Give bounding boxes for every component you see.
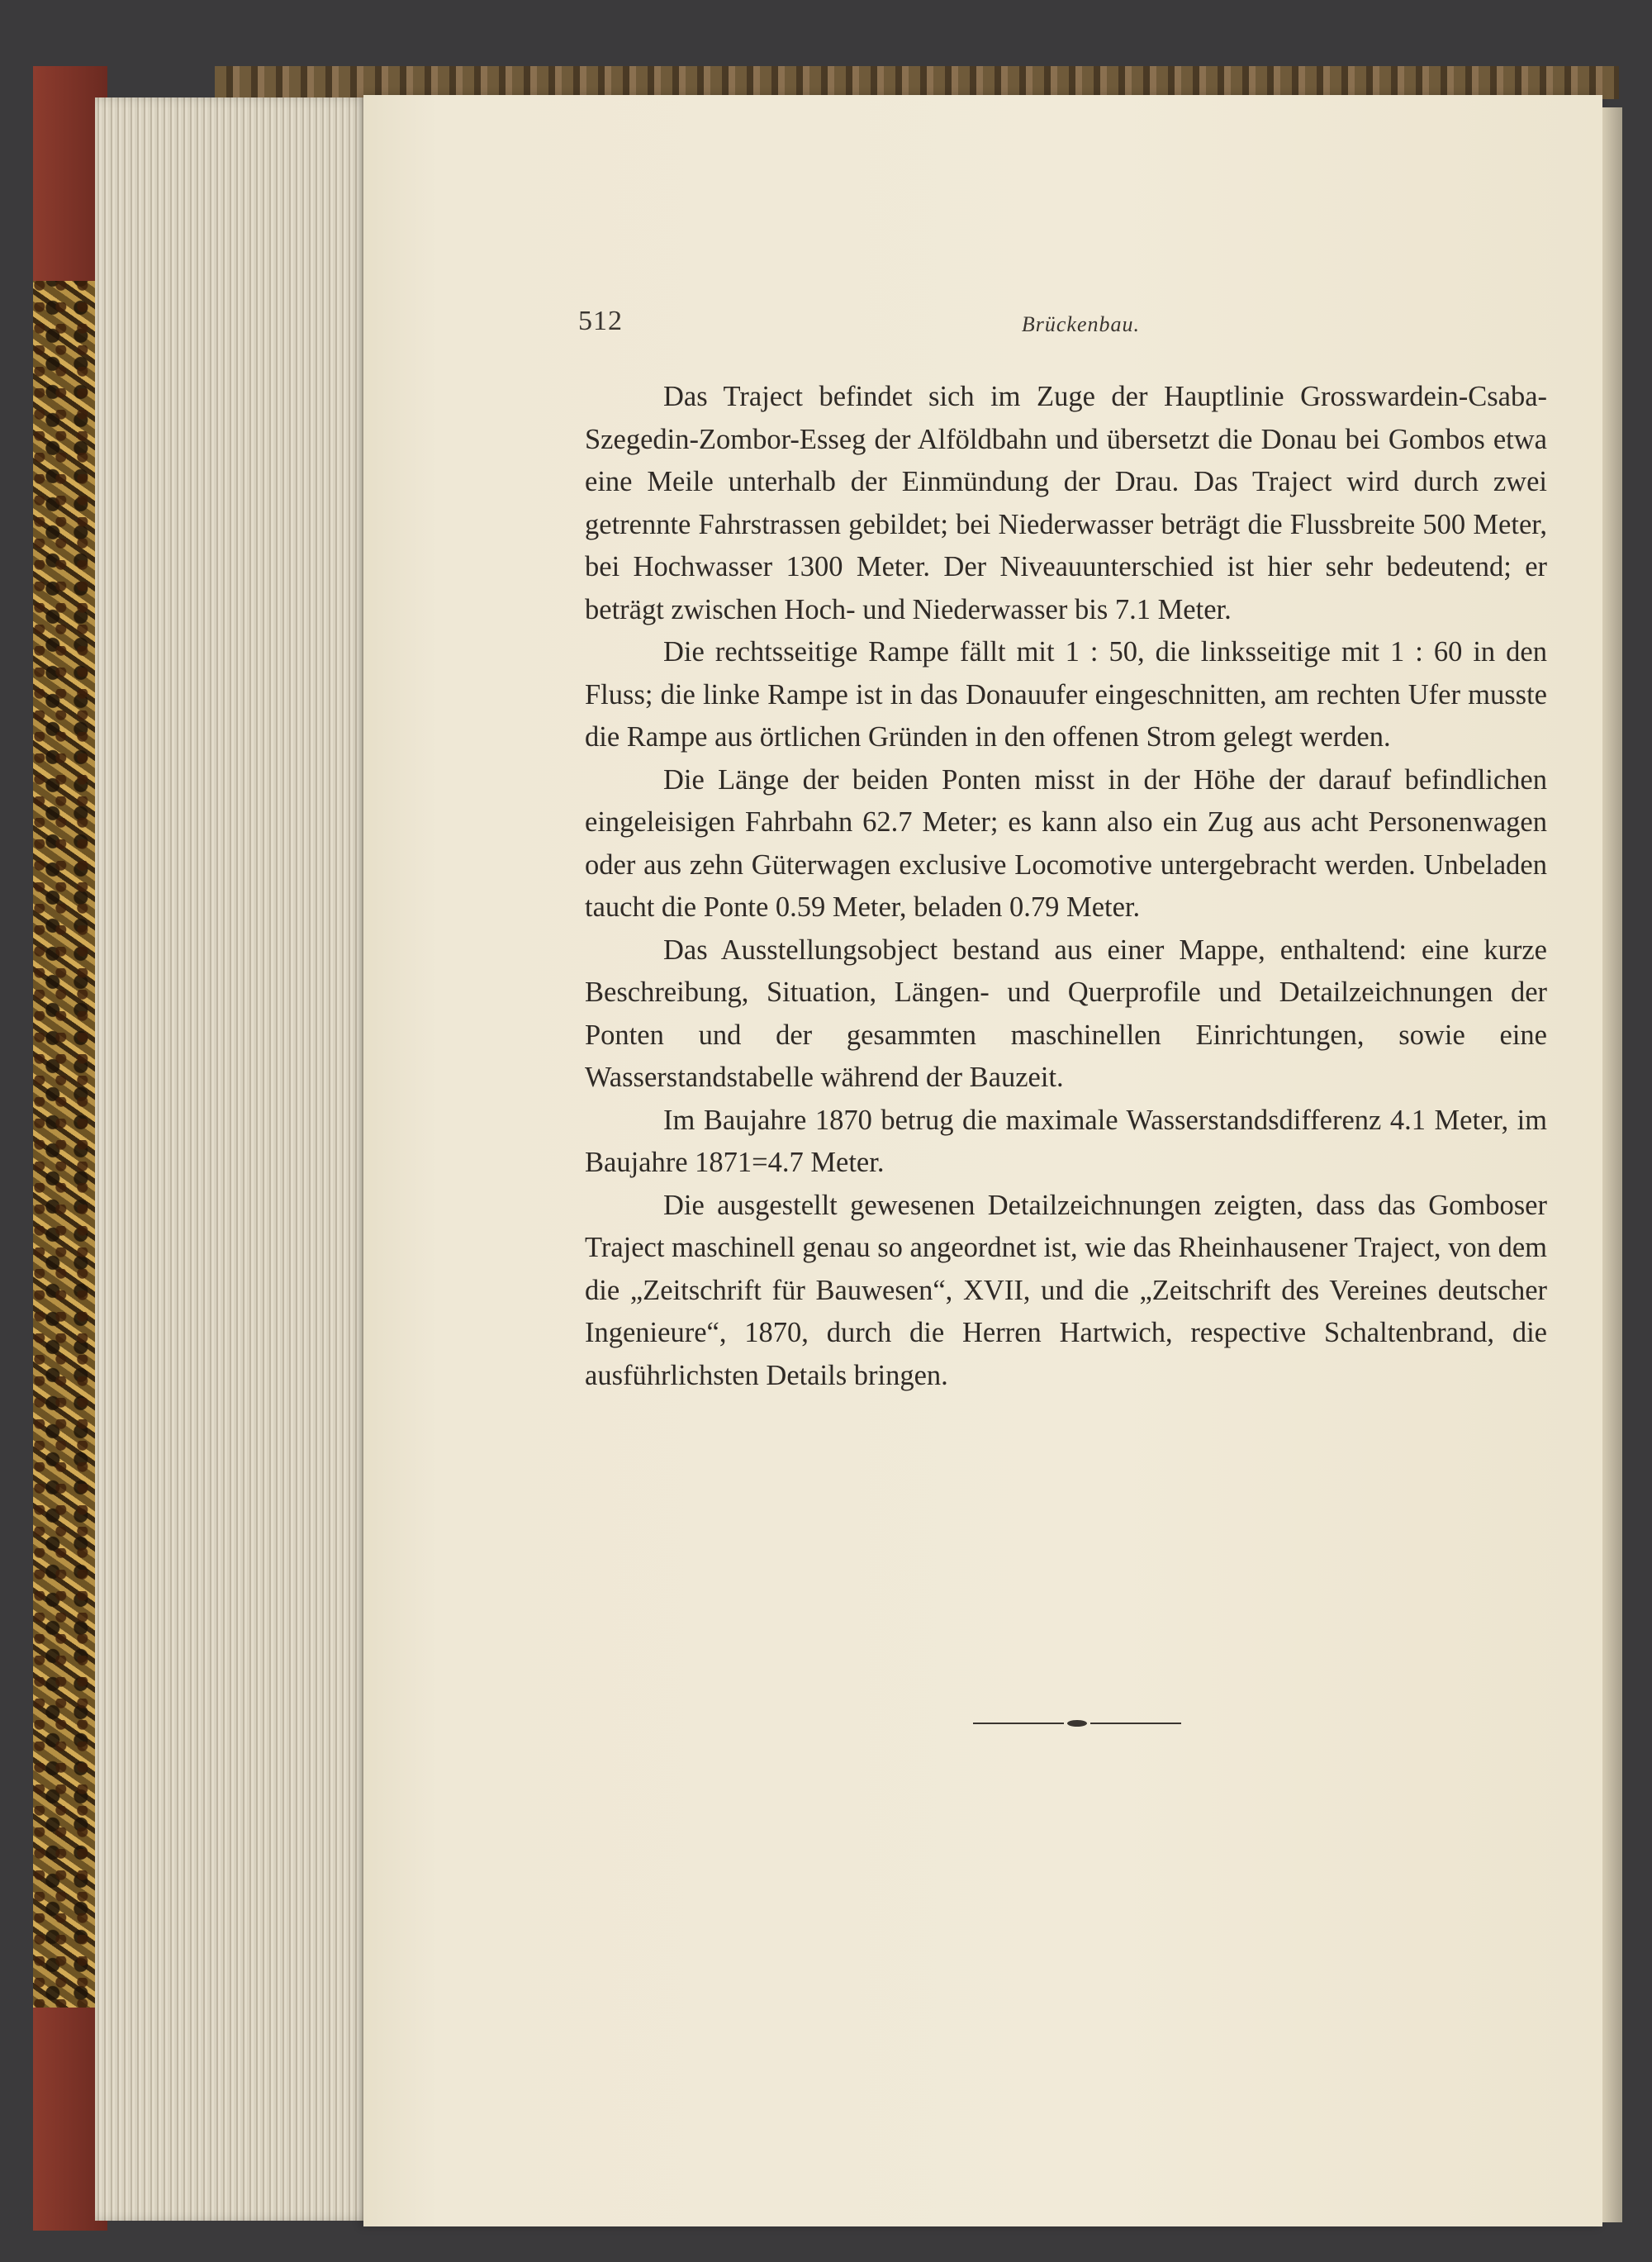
paragraph-ausstellungsobject: Das Ausstellungsobject bestand aus einer Mappe, enthaltend: eine kurze Beschreibung, Situation, Längen- und Querprofile und Detailzeichnungen der Ponten und der gesammten maschinellen Einrichtungen, sowie eine Wasserstandstabelle während der Bauzeit. [585, 934, 1547, 1093]
page-gutter-edge [1602, 107, 1622, 2222]
paragraph-rampe: Die rechtsseitige Rampe fällt mit 1 : 50, die linksseitige mit 1 : 60 in den Fluss; die linke Rampe ist in das Donauufer eingeschnitten, am rechten Ufer musste die Rampe aus örtlichen Gründen in den offenen Strom gelegt werden. [585, 636, 1547, 753]
headband [215, 66, 1619, 99]
paragraph-ponten: Die Länge der beiden Ponten misst in der Höhe der darauf befindlichen eingeleisigen Fahrbahn 62.7 Meter; es kann also ein Zug aus acht Personenwagen oder aus zehn Güterwagen exclusive Locomotive untergebracht werden. Unbeladen taucht die Ponte 0.59 Meter, beladen 0.79 Meter. [585, 763, 1547, 923]
running-title: Brückenbau. [1021, 312, 1140, 336]
paragraph-traject: Das Traject befindet sich im Zuge der Hauptlinie Grosswardein-Csaba-Szegedin-Zombor-Esseg der Alföldbahn und übersetzt die Donau bei Gombos etwa eine Meile unterhalb der Einmündung der Drau. Das Traject wird durch zwei getrennte Fahrstrassen gebildet; bei Niederwasser beträgt die Flussbreite 500 Meter, bei Hochwasser 1300 Meter. Der Niveauunterschied ist hier sehr bedeutend; er beträgt zwischen Hoch- und Niederwasser bis 7.1 Meter. [585, 381, 1547, 625]
paragraph-wasserstand: Im Baujahre 1870 betrug die maximale Wasserstandsdifferenz 4.1 Meter, im Baujahre 1871=4.7 Meter. [585, 1104, 1547, 1178]
end-ornament-rule [973, 1717, 1181, 1730]
running-head [578, 306, 1140, 347]
page-block-edges [95, 97, 376, 2221]
page-number: 512 [578, 306, 623, 336]
paragraph-detailzeichnungen: Die ausgestellt gewesenen Detailzeichnungen zeigten, dass das Gomboser Traject maschinell genau so angeordnet ist, wie das Rheinhausener Traject, von dem die „Zeitschrift für Bauwesen“, XVII, und die „Zeitschrift des Vereines deutscher Ingenieure“, 1870, durch die Herren Hartwich, respective Schaltenbrand, die ausführlichsten Details bringen. [585, 1189, 1547, 1391]
body-text [585, 376, 1547, 1397]
